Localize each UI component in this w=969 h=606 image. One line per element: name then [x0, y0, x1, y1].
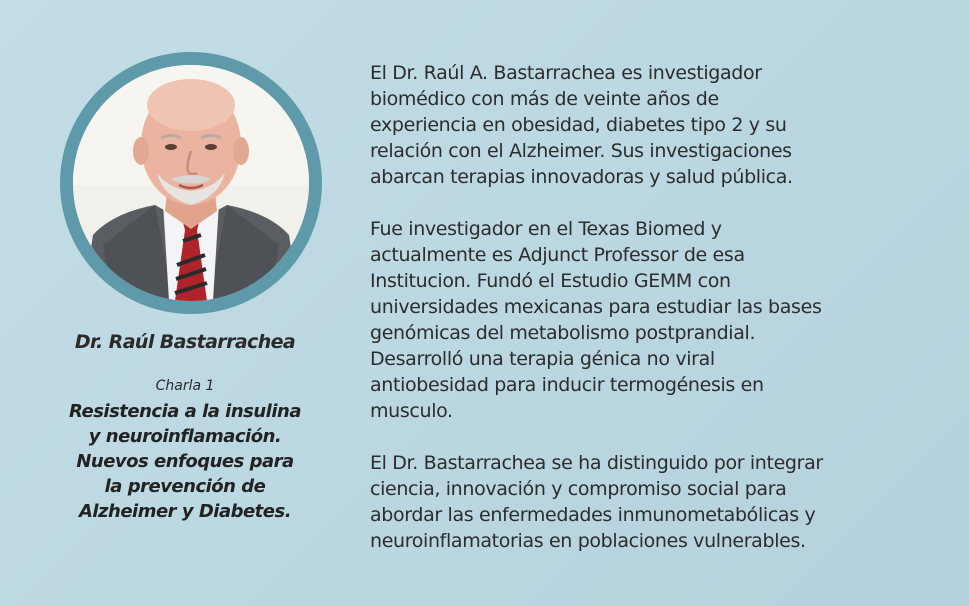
bio-paragraph-2 — [370, 216, 960, 424]
bio-line: Desarrolló una terapia génica no viral — [370, 348, 715, 370]
talk-title-line: Resistencia a la insulina — [69, 401, 301, 422]
speaker-photo-illustration — [73, 65, 309, 301]
bio-line: universidades mexicanas para estudiar las bases — [370, 296, 822, 318]
bio-paragraph-1 — [370, 60, 960, 190]
speaker-photo — [73, 65, 309, 301]
bio-line: antiobesidad para inducir termogénesis en — [370, 374, 764, 396]
talk-title-line: y neuroinflamación. — [88, 426, 282, 447]
talk-title — [30, 399, 340, 524]
bio-line: experiencia en obesidad, diabetes tipo 2 y su — [370, 114, 787, 136]
bio-line: abordar las enfermedades inmunometabólicas y — [370, 504, 816, 526]
talk-label: Charla 1 — [155, 378, 215, 394]
speaker-biography — [370, 60, 960, 580]
bio-line: musculo. — [370, 400, 453, 422]
bio-line: El Dr. Bastarrachea se ha distinguido por integrar — [370, 452, 823, 474]
bio-line: relación con el Alzheimer. Sus investigaciones — [370, 140, 792, 162]
bio-line: neuroinflamatorias en poblaciones vulnerables. — [370, 530, 806, 552]
bio-line: actualmente es Adjunct Professor de esa — [370, 244, 745, 266]
bio-line: ciencia, innovación y compromiso social para — [370, 478, 787, 500]
bio-line: El Dr. Raúl A. Bastarrachea es investigador — [370, 62, 762, 84]
bio-line: biomédico con más de veinte años de — [370, 88, 719, 110]
bio-line: abarcan terapias innovadoras y salud pública. — [370, 166, 793, 188]
talk-title-line: Nuevos enfoques para — [76, 451, 294, 472]
talk-title-line: Alzheimer y Diabetes. — [78, 501, 292, 522]
bio-line: Fue investigador en el Texas Biomed y — [370, 218, 722, 240]
talk-title-line: la prevención de — [104, 476, 266, 497]
bio-paragraph-3 — [370, 450, 960, 554]
speaker-name: Dr. Raúl Bastarrachea — [74, 331, 296, 353]
speaker-portrait-frame — [60, 52, 322, 314]
bio-line: Institucion. Fundó el Estudio GEMM con — [370, 270, 731, 292]
bio-line: genómicas del metabolismo postprandial. — [370, 322, 756, 344]
